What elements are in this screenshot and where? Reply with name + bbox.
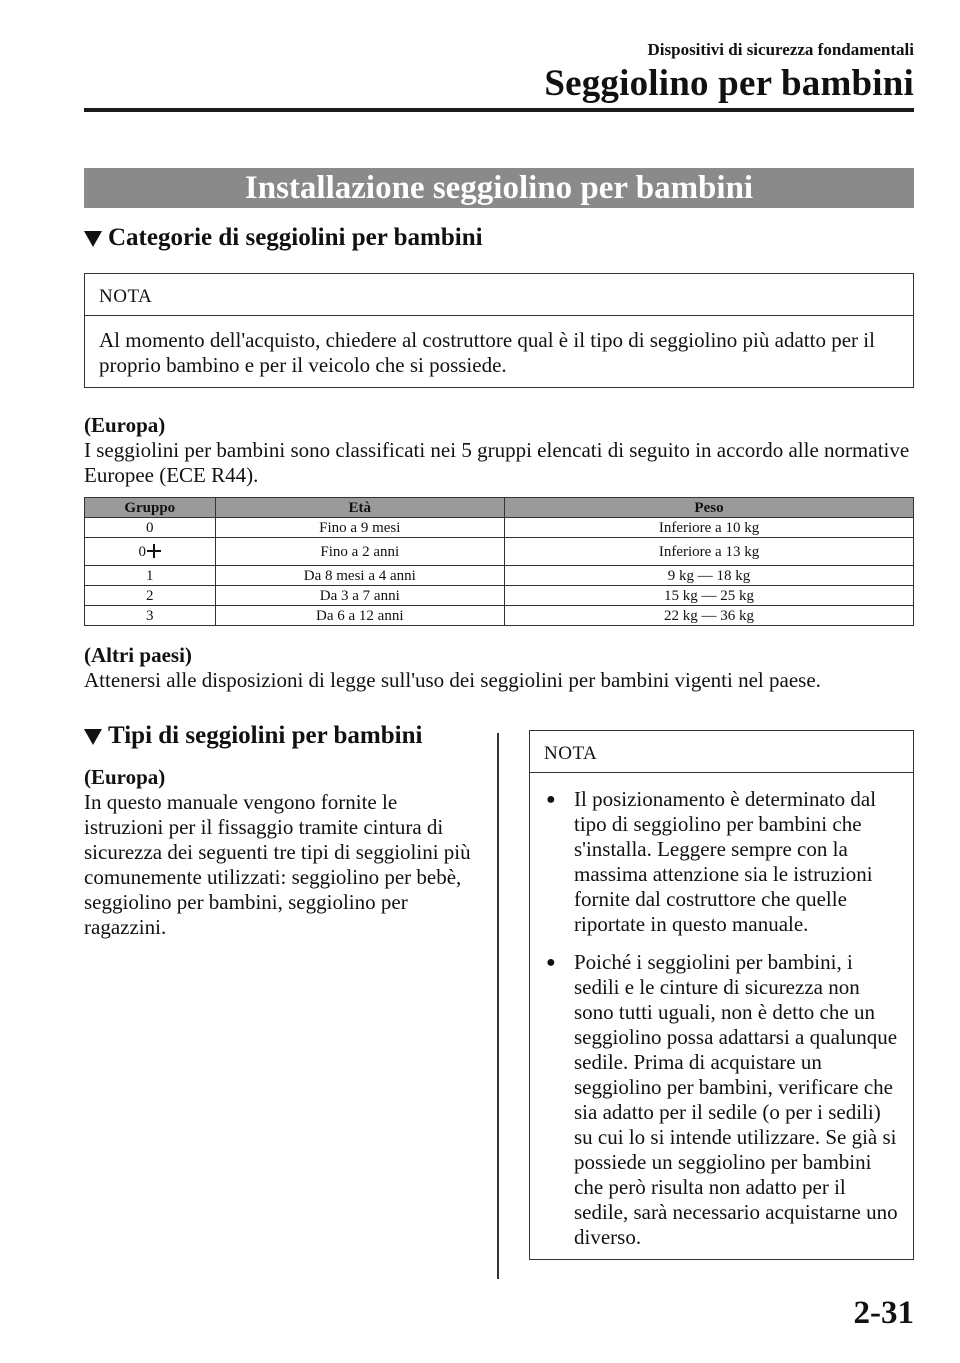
cell-group: [85, 538, 216, 566]
cell-age: Da 6 a 12 anni: [215, 606, 505, 626]
table-row: [85, 606, 914, 626]
note-box-categories: [84, 273, 914, 388]
page-title: Seggiolino per bambini: [544, 63, 914, 104]
list-item-text: Il posizionamento è determinato dal tipo di seggiolino per bambini che s'installa. Leggere sempre con la massima attenzione sia le istruzioni fornite dal costruttore che quelle riportate in questo manuale.: [574, 787, 877, 936]
note-list: [540, 787, 899, 1250]
table-row: [85, 586, 914, 606]
categories-heading: [84, 224, 483, 252]
cell-group: 1: [85, 566, 216, 586]
note-label: NOTA: [85, 274, 913, 316]
cell-group: 0: [85, 518, 216, 538]
other-countries-label: (Altri paesi): [84, 643, 192, 667]
cell-age: Da 3 a 7 anni: [215, 586, 505, 606]
cell-weight: Inferiore a 13 kg: [505, 538, 914, 566]
cell-weight: 22 kg — 36 kg: [505, 606, 914, 626]
cell-age: Fino a 2 anni: [215, 538, 505, 566]
section-banner: Installazione seggiolino per bambini: [84, 168, 914, 208]
plus-icon: [147, 544, 161, 558]
cell-age: Fino a 9 mesi: [215, 518, 505, 538]
cell-group-value: 0: [138, 543, 147, 560]
cell-weight: 9 kg — 18 kg: [505, 566, 914, 586]
column-header-age: Età: [215, 498, 505, 518]
chapter-title: Dispositivi di sicurezza fondamentali: [647, 40, 914, 59]
list-item: [540, 950, 899, 1250]
table-header-row: [85, 498, 914, 518]
cell-weight: Inferiore a 10 kg: [505, 518, 914, 538]
types-heading-text: Tipi di seggiolini per bambini: [108, 722, 423, 749]
bullet-icon: ●: [546, 791, 556, 808]
europe-label: (Europa): [84, 413, 166, 437]
column-header-group: Gruppo: [85, 498, 216, 518]
triangle-marker-icon: [84, 729, 102, 745]
note-text: Al momento dell'acquisto, chiedere al costruttore qual è il tipo di seggiolino più adatto per il proprio bambino e per il veicolo che si possiede.: [99, 328, 875, 377]
cell-group: 2: [85, 586, 216, 606]
note-box-types: [529, 730, 914, 1260]
types-text: In questo manuale vengono fornite le istruzioni per il fissaggio tramite cintura di sicurezza dei seguenti tre tipi di seggiolini più comunemente utilizzati: seggiolino per bebè, seggiolino per bambini, seggiolino per ragazzini.: [84, 790, 471, 939]
page-number: 2-31: [853, 1295, 914, 1331]
column-divider: [497, 733, 499, 1279]
table-row: [85, 518, 914, 538]
note-label: NOTA: [530, 731, 913, 773]
other-countries-text: Attenersi alle disposizioni di legge sull'uso dei seggiolini per bambini vigenti nel paese.: [84, 668, 821, 692]
cell-age: Da 8 mesi a 4 anni: [215, 566, 505, 586]
bullet-icon: ●: [546, 954, 556, 971]
column-header-weight: Peso: [505, 498, 914, 518]
list-item: [540, 787, 899, 937]
table-row: [85, 538, 914, 566]
child-seat-groups-table: [84, 497, 914, 626]
header-rule: [84, 108, 914, 112]
europe-text: I seggiolini per bambini sono classificati nei 5 gruppi elencati di seguito in accordo alle normative Europee (ECE R44).: [84, 438, 910, 487]
types-europe-label: (Europa): [84, 765, 166, 789]
categories-heading-text: Categorie di seggiolini per bambini: [108, 224, 483, 251]
list-item-text: Poiché i seggiolini per bambini, i sedili e le cinture di sicurezza non sono tutti uguali, non è detto che un seggiolino possa adattarsi a qualunque sedile. Prima di acquistare un seggiolino per bambini, verificare che sia adatto per il sedile (o per i sedili) su cui lo si intende utilizzare. Se già si possiede un seggiolino per bambini che però risulta non adatto per il sedile, sarà necessario acquistarne uno diverso.: [574, 950, 898, 1249]
cell-weight: 15 kg — 25 kg: [505, 586, 914, 606]
table-row: [85, 566, 914, 586]
triangle-marker-icon: [84, 231, 102, 247]
types-heading: [84, 722, 422, 750]
note-body: [530, 773, 913, 1250]
cell-group: 3: [85, 606, 216, 626]
